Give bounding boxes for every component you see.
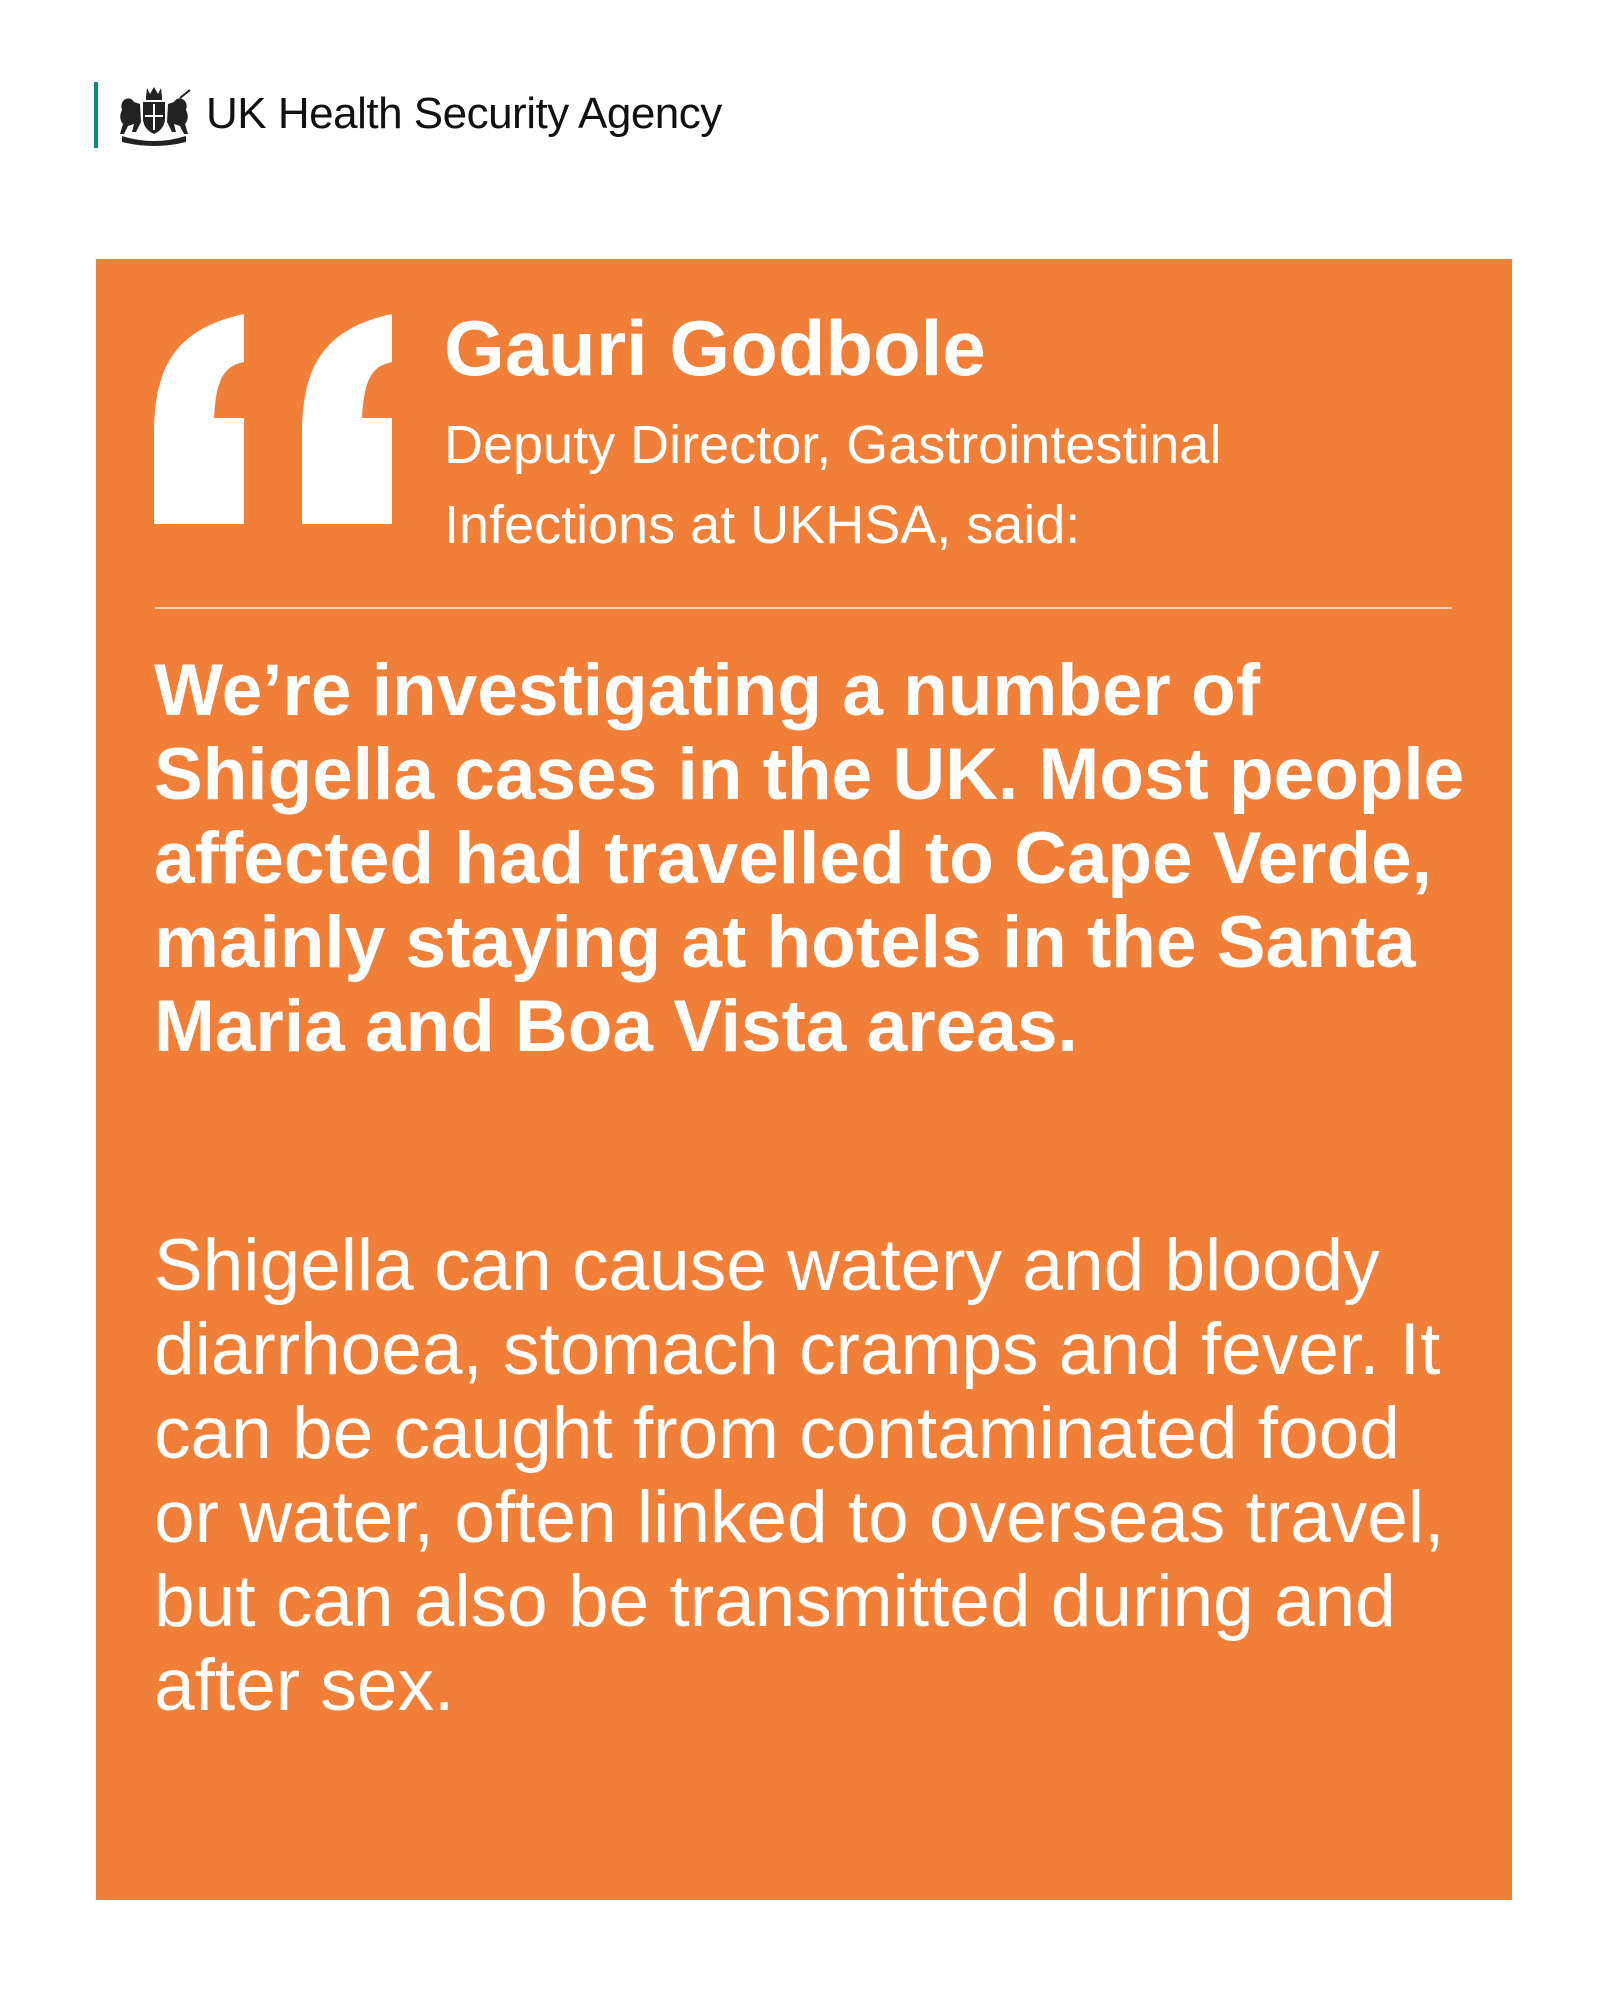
divider bbox=[155, 607, 1452, 609]
speaker-role: Deputy Director, Gastrointestinal Infections at UKHSA, said: bbox=[444, 415, 1222, 555]
agency-name: UK Health Security Agency bbox=[206, 89, 722, 138]
royal-coat-of-arms-icon bbox=[114, 84, 194, 146]
quote-card bbox=[96, 259, 1512, 1900]
headline-quote: We’re investigating a number of Shigella cases in the UK. Most people affected had travelled to Cape Verde, mainly staying at hotels in the Santa Maria and Boa Vista areas. bbox=[154, 650, 1465, 1067]
body-quote: Shigella can cause watery and bloody diarrhoea, stomach cramps and fever. It can be caught from contaminated food or water, often linked to overseas travel, but can also be transmitted during and after sex. bbox=[154, 1225, 1445, 1726]
opening-quote-marks-icon bbox=[154, 314, 410, 524]
speaker-name: Gauri Godbole bbox=[444, 304, 986, 392]
logo-accent-bar bbox=[94, 82, 98, 148]
